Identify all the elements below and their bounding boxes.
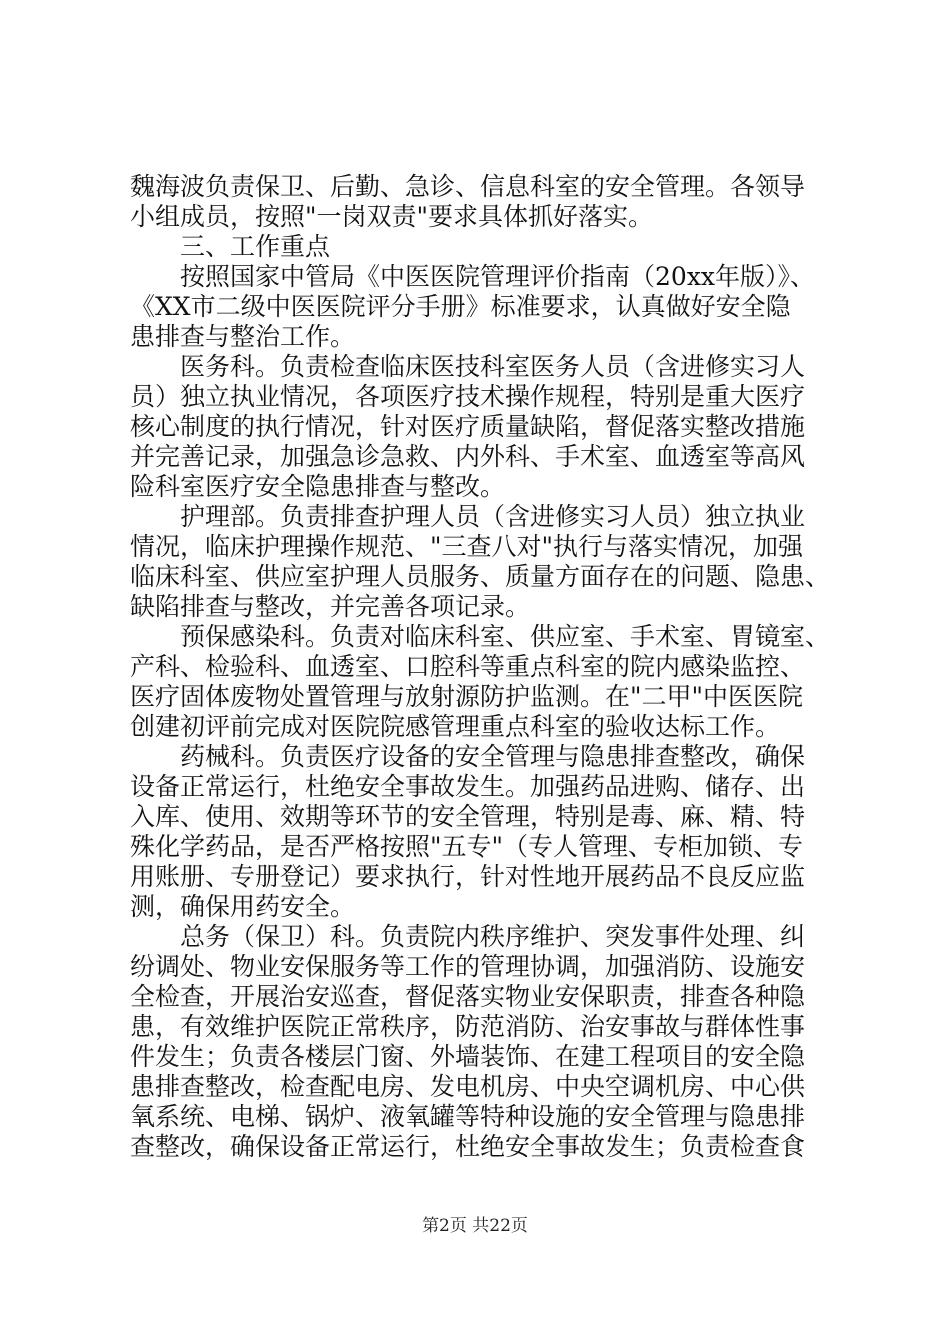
text-line: 员）独立执业情况，各项医疗技术操作规程，特别是重大医疗 [130,382,806,411]
text-line: 临床科室、供应室护理人员服务、质量方面存在的问题、隐患、 [130,562,831,591]
text-line: 全检查，开展治安巡查，督促落实物业安保职责，排查各种隐 [130,982,806,1011]
text-line: 预保感染科。负责对临床科室、供应室、手术室、胃镜室、 [180,622,831,651]
text-line: 药械科。负责医疗设备的安全管理与隐患排查整改，确保 [180,742,806,771]
body-text [130,172,830,1162]
text-line: 总务（保卫）科。负责院内秩序维护、突发事件处理、纠 [180,922,806,951]
text-line: 测，确保用药安全。 [130,892,356,921]
text-line: 核心制度的执行情况，针对医疗质量缺陷，督促落实整改措施 [130,412,806,441]
text-line: 按照国家中管局《中医医院管理评价指南（20xx年版）》、 [180,262,816,291]
section-heading: 三、工作重点 [180,232,331,261]
text-line: 小组成员，按照"一岗双责"要求具体抓好落实。 [130,202,653,231]
text-line: 殊化学药品，是否严格按照"五专"（专人管理、专柜加锁、专 [130,832,804,861]
text-line: 护理部。负责排查护理人员（含进修实习人员）独立执业 [180,502,806,531]
text-line: 险科室医疗安全隐患排查与整改。 [130,472,506,501]
text-line: 缺陷排查与整改，并完善各项记录。 [130,592,531,621]
text-line: 纷调处、物业安保服务等工作的管理协调，加强消防、设施安 [130,952,806,981]
text-line: 《XX市二级中医医院评分手册》标准要求，认真做好安全隐 [130,292,791,321]
text-line: 情况，临床护理操作规范、"三查八对"执行与落实情况，加强 [130,532,804,561]
text-line: 患，有效维护医院正常秩序，防范消防、治安事故与群体性事 [130,1012,806,1041]
text-line: 创建初评前完成对医院院感管理重点科室的验收达标工作。 [130,712,781,741]
text-line: 查整改，确保设备正常运行，杜绝安全事故发生；负责检查食 [130,1132,806,1161]
text-line: 医疗固体废物处置管理与放射源防护监测。在"二甲"中医医院 [130,682,804,711]
text-line: 入库、使用、效期等环节的安全管理，特别是毒、麻、精、特 [130,802,806,831]
text-line: 产科、检验科、血透室、口腔科等重点科室的院内感染监控、 [130,652,806,681]
text-line: 氧系统、电梯、锅炉、液氧罐等特种设施的安全管理与隐患排 [130,1102,806,1131]
text-line: 医务科。负责检查临床医技科室医务人员（含进修实习人 [180,352,806,381]
text-line: 魏海波负责保卫、后勤、急诊、信息科室的安全管理。各领导 [130,172,806,201]
page-number-footer: 第2页 共22页 [422,1216,528,1236]
text-line: 设备正常运行，杜绝安全事故发生。加强药品进购、储存、出 [130,772,806,801]
text-line: 用账册、专册登记）要求执行，针对性地开展药品不良反应监 [130,862,806,891]
text-line: 患排查与整治工作。 [130,322,356,351]
text-line: 件发生；负责各楼层门窗、外墙装饰、在建工程项目的安全隐 [130,1042,806,1071]
text-line: 患排查整改，检查配电房、发电机房、中央空调机房、中心供 [130,1072,806,1101]
text-line: 并完善记录，加强急诊急救、内外科、手术室、血透室等高风 [130,442,806,471]
